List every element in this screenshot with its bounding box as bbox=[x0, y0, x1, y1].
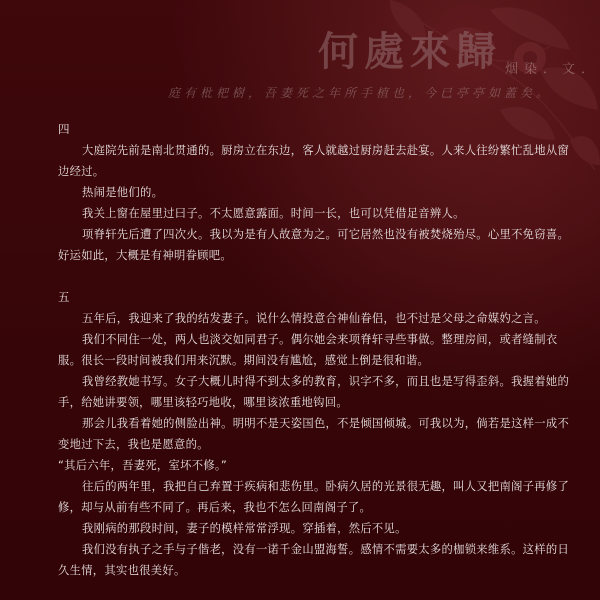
paragraph: 我关上窗在屋里过曰子。不太愿意露面。时间一长，也可以凭借足音辨人。 bbox=[82, 207, 465, 220]
paragraph: 我们没有执子之手与子偕老，没有一诺千金山盟海誓。感情不需要太多的枷锁来维系。这样的日久生情，其实也很美好。 bbox=[58, 543, 570, 577]
paragraph: 往后的两年里，我把自己弃置于疾病和悲伤里。卧病久居的光景很无趣，叫人又把南阁子再修了修，却与从前有些不同了。再后来，我也不怎么回南阁子了。 bbox=[58, 480, 570, 514]
paragraph: 热闹是他们的。 bbox=[82, 186, 164, 199]
paragraph: 我刚病的那段时间，妻子的模样常常浮现。穿插着，然后不见。 bbox=[82, 522, 407, 535]
page-title: 何處來歸 bbox=[318, 28, 502, 75]
paragraph: 我们不同住一处，两人也淡交如同君子。偶尔她会来项脊轩寻些事做。整理房间，或者缝制衣服。很长一段时间被我们用来沉默。期间没有尴尬，感觉上倒是很和谐。 bbox=[58, 333, 558, 367]
paragraph: 那会儿我看着她的侧脸出神。明明不是天姿国色，不是倾国倾城。可我以为，倘若是这样一成不变地过下去，我也是愿意的。 bbox=[58, 417, 570, 451]
article-body bbox=[58, 119, 578, 581]
section-gap bbox=[58, 266, 578, 287]
section bbox=[58, 119, 578, 266]
header-quote: 庭有枇杷樹，吾妻死之年所手植也，今已亭亭如蓋矣。 bbox=[168, 86, 553, 100]
section-number: 五 bbox=[58, 290, 70, 304]
paragraph: 我曾经教她书写。女子大概儿时得不到太多的教育，识字不多，而且也是写得歪斜。我握着她的手，给她讲要领，哪里该轻巧地收，哪里该浓重地钩回。 bbox=[58, 375, 570, 409]
quote-line: “其后六年，吾妻死，室坏不修。” bbox=[58, 459, 228, 472]
page-subtitle: 烟染．文． bbox=[505, 62, 600, 77]
paragraph: 大庭院先前是南北贯通的。厨房立在东边，客人就越过厨房赶去赴宴。人来人往纷繁忙乱地从窗边经过。 bbox=[58, 144, 570, 178]
section bbox=[58, 287, 578, 581]
paragraph: 项脊轩先后遭了四次火。我以为是有人故意为之。可它居然也没有被焚烧殆尽。心里不免窃喜。好运如此，大概是有神明眷顾吧。 bbox=[58, 228, 570, 262]
paragraph: 五年后，我迎来了我的结发妻子。说什么情投意合神仙眷侣，也不过是父母之命媒妁之言。 bbox=[82, 312, 546, 325]
section-number: 四 bbox=[58, 122, 70, 136]
